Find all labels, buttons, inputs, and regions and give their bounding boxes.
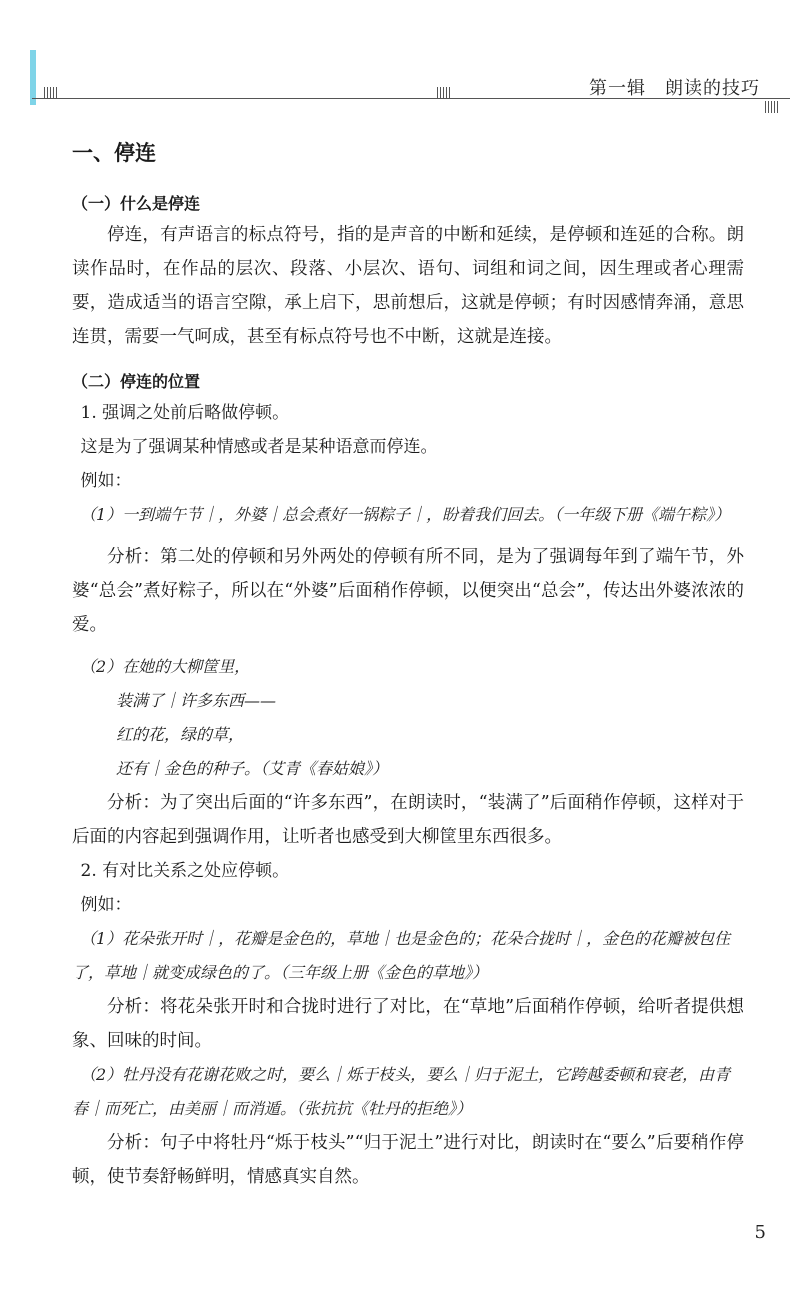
rule-heading: 1. 强调之处前后略做停顿。 [80,403,290,423]
example-text: （2）在她的大柳筐里， [80,657,251,676]
example-label: 例如： [80,895,132,915]
analysis-paragraph: 分析：为了突出后面的“许多东西”，在朗读时，“装满了”后面稍作停顿，这样对于后面的内容起到强调作用，让听者也感受到大柳筐里东西很多。 [72,793,744,847]
example-text: （2）牡丹没有花谢花败之时，要么｜烁于枝头，要么｜归于泥土，它跨越委顿和衰老，由青春｜而死亡，由美丽｜而消遁。（张抗抗《牡丹的拒绝》） [72,1065,731,1118]
rule-description: 这是为了强调某种情感或者是某种语意而停连。 [80,437,438,457]
rule-heading: 2. 有对比关系之处应停顿。 [80,861,290,881]
subsection-title: （二）停连的位置 [72,372,201,391]
poem-line: 装满了｜许多东西—— [116,691,277,710]
analysis-paragraph: 分析：句子中将牡丹“烁于枝头”“归于泥土”进行对比，朗读时在“要么”后要稍作停顿，使节奏舒畅鲜明，情感真实自然。 [72,1133,744,1187]
subsection-title: （一）什么是停连 [72,194,201,213]
example-text: （1）一到端午节｜，外婆｜总会煮好一锅粽子｜，盼着我们回去。（一年级下册《端午粽》） [80,505,731,524]
poem-line: 还有｜金色的种子。（艾青《春姑娘》） [116,759,389,778]
page-content [72,138,744,1194]
analysis-paragraph: 分析：将花朵张开时和合拢时进行了对比，在“草地”后面稍作停顿，给听者提供想象、回味的时间。 [72,997,744,1051]
definition-paragraph: 停连，有声语言的标点符号，指的是声音的中断和延续，是停顿和连延的合称。朗读作品时，在作品的层次、段落、小层次、语句、词组和词之间，因生理或者心理需要，造成适当的语言空隙，承上启下，思前想后，这就是停顿；有时因感情奔涌，意思连贯，需要一气呵成，甚至有标点符号也不中断，这就是连接。 [72,225,744,347]
section-title: 一、停连 [72,141,156,165]
poem-line: 红的花，绿的草， [116,725,245,744]
header-tick-marks [765,101,778,113]
example-label: 例如： [80,471,132,491]
header-accent-bar [30,50,36,105]
analysis-paragraph: 分析：第二处的停顿和另外两处的停顿有所不同，是为了强调每年到了端午节，外婆“总会”煮好粽子，所以在“外婆”后面稍作停顿，以便突出“总会”，传达出外婆浓浓的爱。 [72,547,744,635]
page-number: 5 [754,1222,766,1243]
running-header-title: 第一辑 朗读的技巧 [589,78,760,99]
example-text: （1）花朵张开时｜，花瓣是金色的，草地｜也是金色的；花朵合拢时｜，金色的花瓣被包住了，草地｜就变成绿色的了。（三年级上册《金色的草地》） [72,929,731,982]
page-header [0,0,790,105]
